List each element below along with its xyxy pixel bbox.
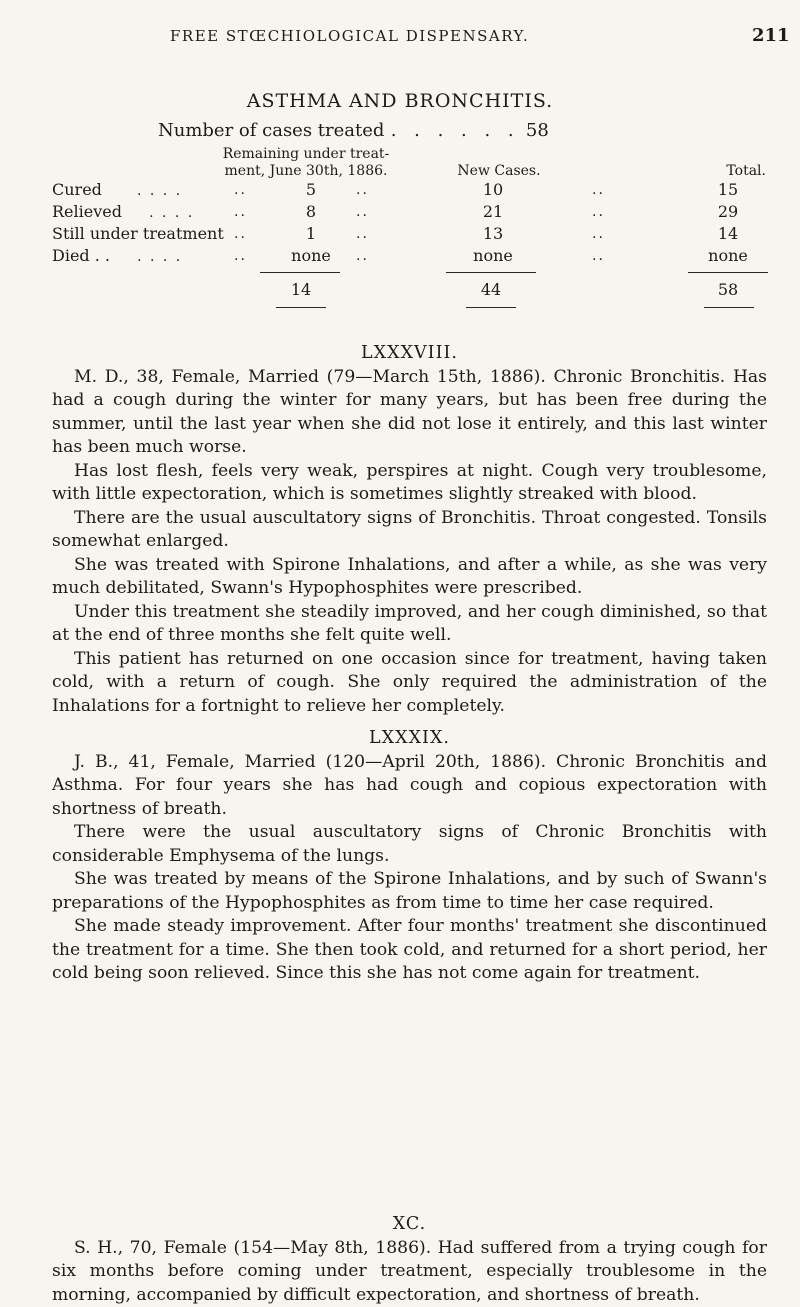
leader-dots: ..: [592, 204, 605, 220]
leader-dots: . . . .: [137, 249, 183, 265]
paragraph: This patient has returned on one occasion since for treatment, having taken cold, with a return of cough. She only required the administration of the Inhalations for a fortnight to relieve her completely.: [52, 648, 767, 716]
cell-new: none: [473, 246, 513, 265]
case-lxxxviii: [52, 342, 767, 718]
row-label-text: Cured: [52, 180, 102, 199]
header-total: Total.: [726, 163, 766, 179]
column-rule: [260, 272, 340, 273]
paragraph: J. B., 41, Female, Married (120—April 20th, 1886). Chronic Bronchitis and Asthma. For four years she has had cough and copious expectoration with shortness of breath.: [52, 751, 767, 819]
row-label-still-under-treatment: Still under treatment: [52, 224, 224, 243]
header-remaining-line2: ment, June 30th, 1886.: [224, 163, 388, 179]
running-head: [0, 27, 800, 51]
cell-remaining: 5: [305, 180, 317, 199]
page-number: 211: [752, 25, 790, 46]
leader-dots: ..: [356, 248, 369, 264]
cell-new: 10: [482, 180, 504, 199]
case-lxxxix: [52, 727, 767, 986]
case-xc: [52, 1213, 767, 1307]
row-label-relieved: [52, 202, 194, 221]
header-remaining-line1: Remaining under treat-: [222, 146, 390, 162]
cell-remaining: none: [291, 246, 331, 265]
section-title: ASTHMA AND BRONCHITIS.: [246, 90, 554, 112]
total-new: 44: [480, 280, 502, 299]
running-head-title: FREE STŒCHIOLOGICAL DISPENSARY.: [170, 27, 530, 45]
leader-dots: ..: [234, 182, 247, 198]
case-number: XC.: [392, 1214, 427, 1234]
leader-dots: ..: [356, 226, 369, 242]
leader-dots: ..: [234, 204, 247, 220]
cell-new: 13: [482, 224, 504, 243]
row-label-text: Relieved: [52, 202, 122, 221]
paragraph: She made steady improvement. After four months' treatment she discontinued the treatment for a time. She then took cold, and returned for a short period, her cold being soon relieved. Since this she has not come again for treatment.: [52, 916, 767, 983]
cell-new: 21: [482, 202, 504, 221]
paragraph: She was treated with Spirone Inhalations, and after a while, as she was very much debilitated, Swann's Hypophosphites were prescribed.: [52, 554, 767, 598]
header-new-cases: New Cases.: [457, 163, 541, 179]
leader-dots: ..: [356, 182, 369, 198]
cell-remaining: 8: [305, 202, 317, 221]
case-number: LXXXIX.: [369, 728, 450, 748]
leader-dots: ..: [234, 248, 247, 264]
leader-dots: . . . . . .: [390, 120, 520, 141]
column-rule: [466, 307, 516, 308]
paragraph: Has lost flesh, feels very weak, perspires at night. Cough very troublesome, with little expectoration, which is sometimes slightly streaked with blood.: [52, 460, 767, 504]
row-label-died: [52, 246, 182, 265]
paragraph: There are the usual auscultatory signs of Bronchitis. Throat congested. Tonsils somewhat enlarged.: [52, 507, 767, 551]
cell-total: 15: [717, 180, 739, 199]
case-number: LXXXVIII.: [361, 343, 458, 363]
cases-treated-total: 58: [525, 120, 549, 141]
leader-dots: ..: [592, 182, 605, 198]
column-rule: [704, 307, 754, 308]
cases-treated-label: Number of cases treated: [158, 120, 385, 141]
cell-total: 14: [717, 224, 739, 243]
cell-remaining: 1: [305, 224, 317, 243]
leader-dots: . . . .: [137, 183, 183, 199]
cases-treated-line: [158, 120, 549, 141]
leader-dots: . . . .: [149, 205, 195, 221]
paragraph: There were the usual auscultatory signs of Chronic Bronchitis with considerable Emphysema of the lungs.: [52, 822, 767, 866]
cell-total: 29: [717, 202, 739, 221]
leader-dots: ..: [356, 204, 369, 220]
leader-dots: ..: [234, 226, 247, 242]
column-rule: [446, 272, 536, 273]
paragraph: M. D., 38, Female, Married (79—March 15th, 1886). Chronic Bronchitis. Has had a cough during the winter for many years, but has been free during the summer, until the last year when she did not lose it entirely, and this last winter has been much worse.: [52, 366, 767, 457]
total-remaining: 14: [290, 280, 312, 299]
row-label-cured: [52, 180, 182, 199]
column-rule: [276, 307, 326, 308]
paragraph: She was treated by means of the Spirone Inhalations, and by such of Swann's preparations of the Hypophosphites as from time to time her case required.: [52, 869, 767, 913]
paragraph: S. H., 70, Female (154—May 8th, 1886). Had suffered from a trying cough for six months before coming under treatment, especially troublesome in the morning, accompanied by difficult expectoration, and shortness of breath.: [52, 1237, 767, 1305]
header-remaining: [216, 146, 396, 180]
total-total: 58: [717, 280, 739, 299]
paragraph: Under this treatment she steadily improved, and her cough diminished, so that at the end of three months she felt quite well.: [52, 601, 767, 645]
column-rule: [688, 272, 768, 273]
row-label-text: Died . .: [52, 246, 110, 265]
cell-total: none: [708, 246, 748, 265]
leader-dots: ..: [592, 226, 605, 242]
leader-dots: ..: [592, 248, 605, 264]
